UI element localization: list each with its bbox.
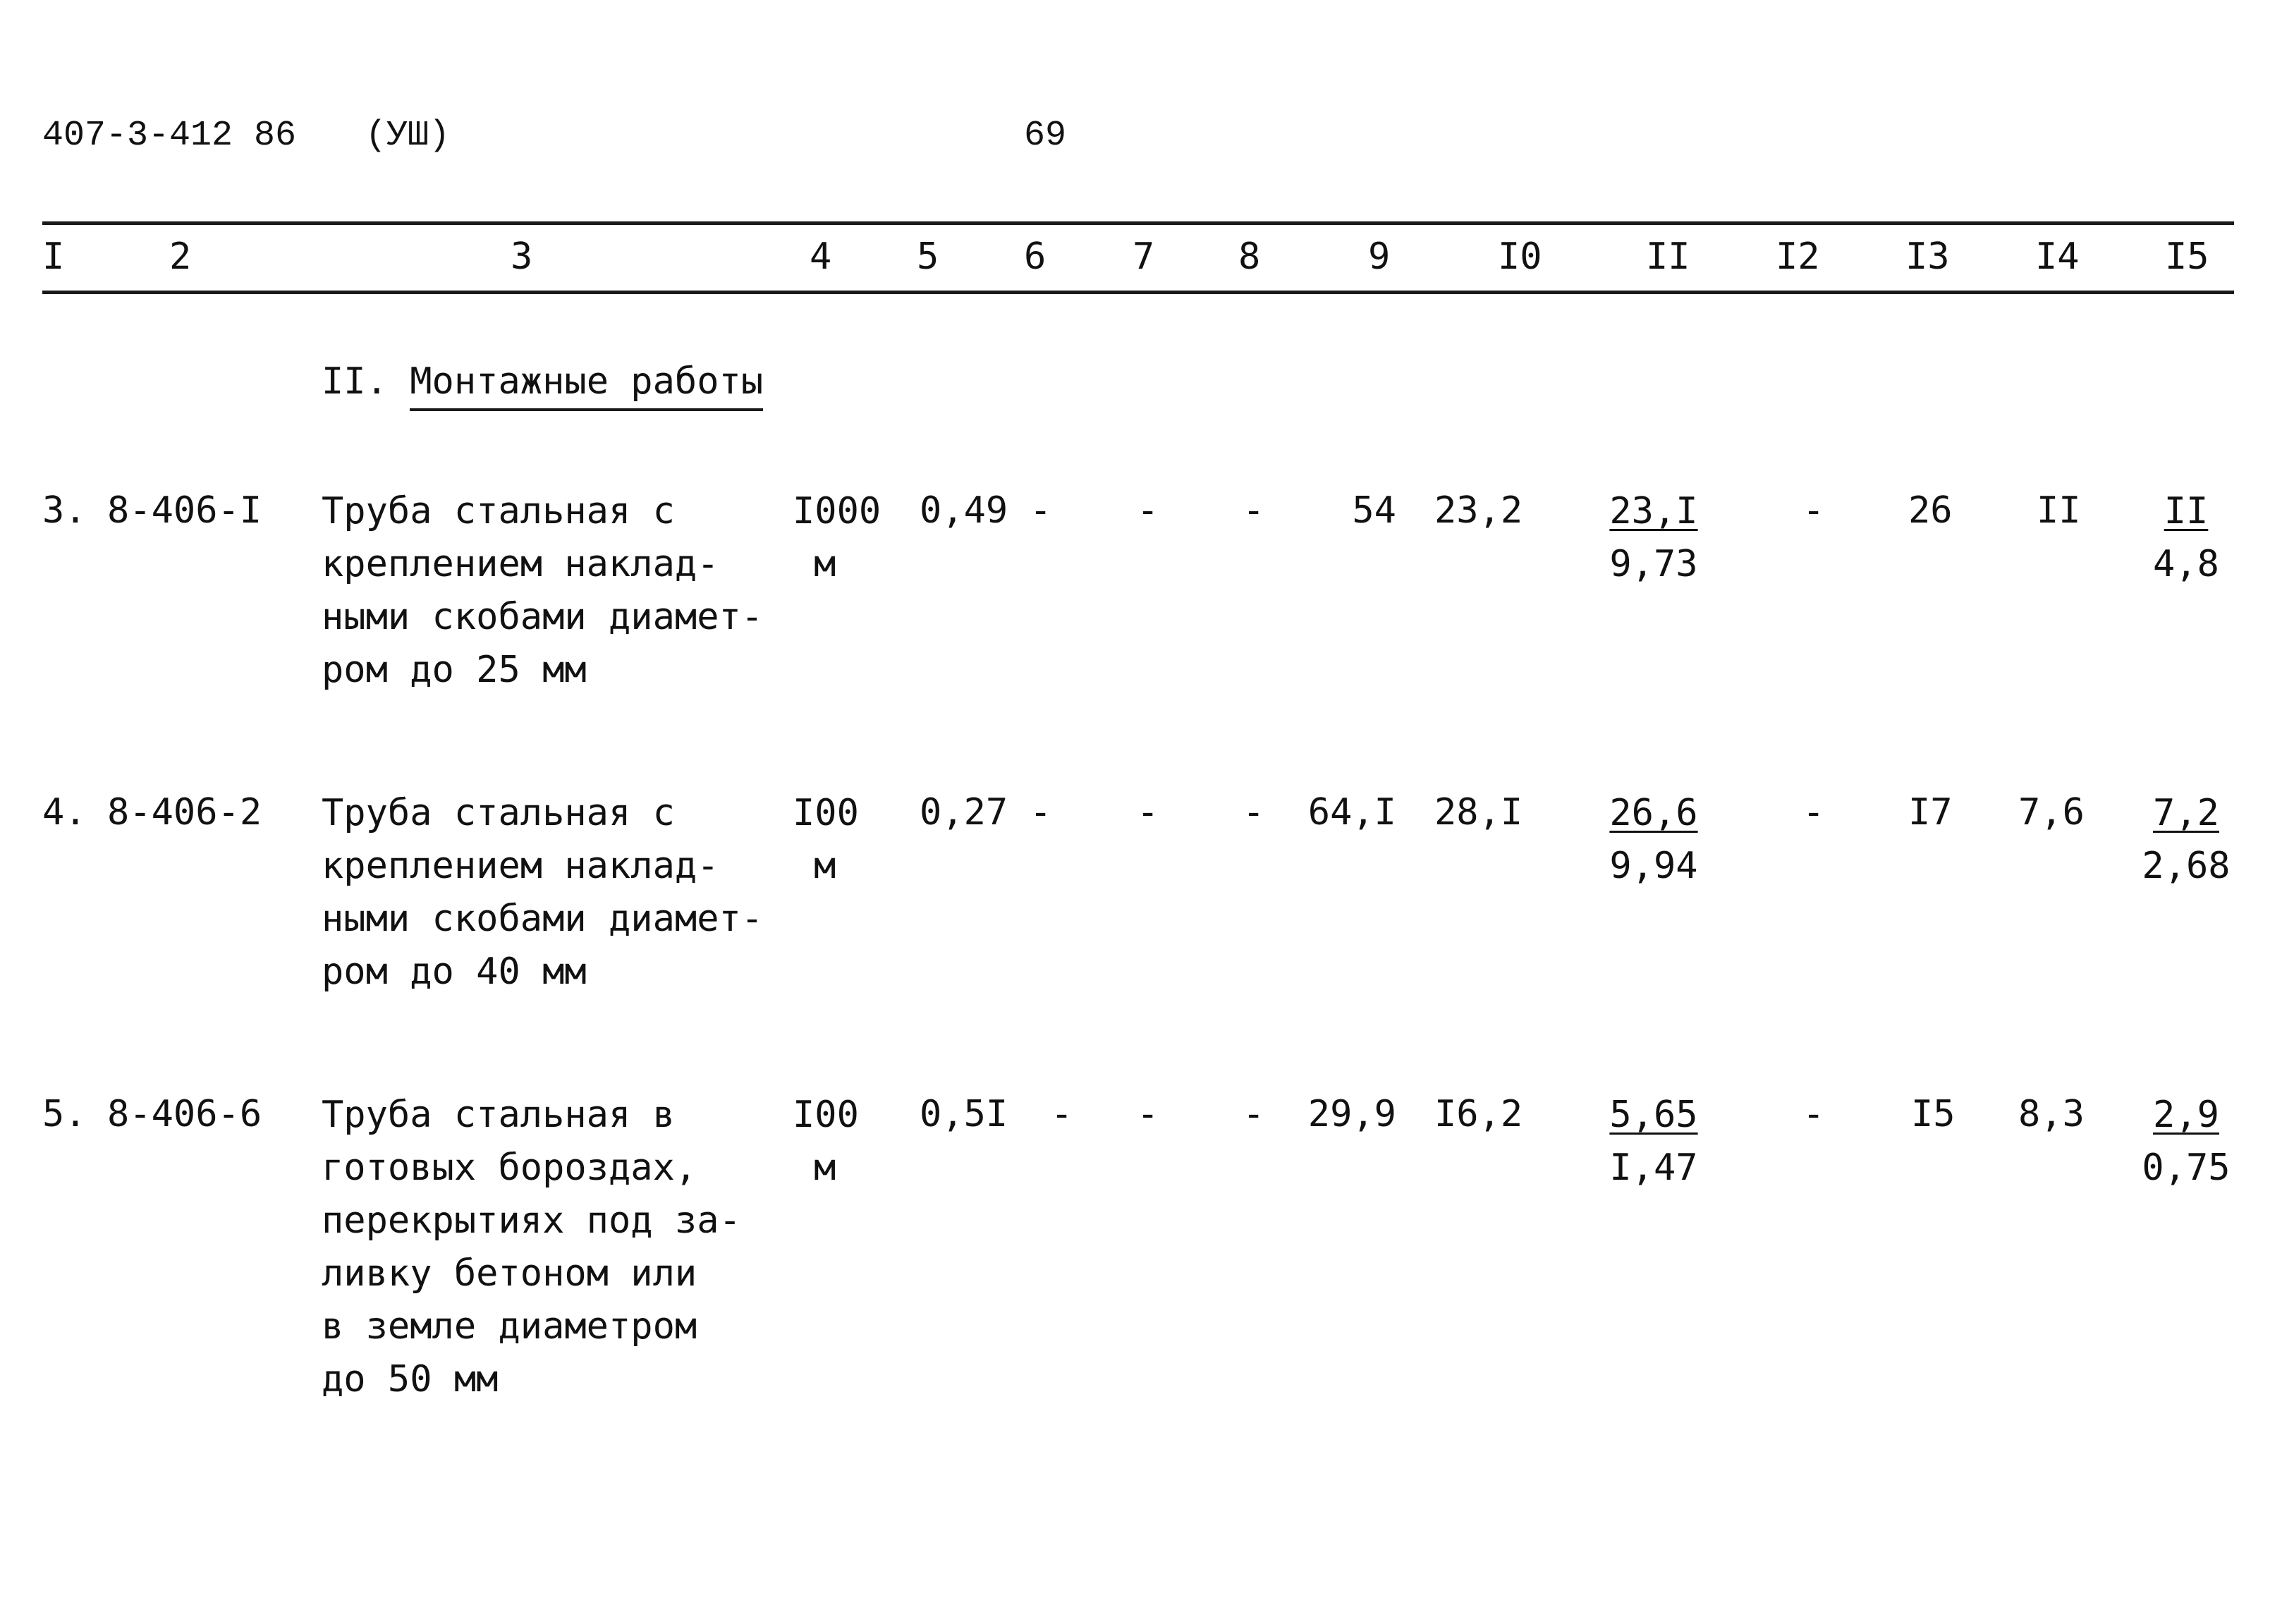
column-12-value: - — [1802, 1093, 1825, 1135]
section-number: II. — [322, 360, 388, 403]
album-number: (УШ) — [365, 116, 451, 156]
column-14-value: 7,6 — [2018, 791, 2085, 834]
column-13-value: 26 — [1908, 489, 1953, 532]
column-10-value: I6,2 — [1434, 1093, 1523, 1135]
column-header-9: 9 — [1368, 236, 1391, 278]
column-header-10: I0 — [1498, 236, 1542, 278]
work-description: Труба стальная с креплением наклад- ными скобами диамет- ром до 25 мм — [322, 490, 764, 691]
column-13-value: I5 — [1911, 1093, 1955, 1135]
column-11-fraction: $\frac{5,65}{I,47}$ — [1609, 1094, 1698, 1189]
column-header-1: I — [42, 236, 65, 278]
column-7-value: - — [1137, 1093, 1159, 1135]
table-header-bottom-rule — [42, 291, 2234, 294]
document-code: 407-3-412 86 — [42, 116, 297, 156]
unit-of-measure: I00 м — [793, 792, 859, 887]
work-description: Труба стальная с креплением наклад- ными скобами диамет- ром до 40 мм — [322, 792, 764, 993]
column-14-value: 8,3 — [2018, 1093, 2085, 1135]
column-7-value: - — [1137, 791, 1159, 834]
column-12-value: - — [1802, 489, 1825, 532]
work-description: Труба стальная в готовых бороздах, перекрытиях под за- ливку бетоном или в земле диаметром до 50 мм — [322, 1094, 741, 1400]
column-6-value: - — [1030, 489, 1052, 532]
column-9-value: 29,9 — [1307, 1093, 1396, 1135]
column-header-3: 3 — [511, 236, 533, 278]
quantity: 0,27 — [920, 791, 1008, 834]
column-15-fraction: $\frac{2,9}{0,75}$ — [2142, 1094, 2231, 1189]
column-header-5: 5 — [917, 236, 939, 278]
column-11-fraction: $\frac{26,6}{9,94}$ — [1609, 792, 1698, 887]
column-header-6: 6 — [1024, 236, 1047, 278]
column-9-value: 64,I — [1307, 791, 1396, 834]
section-title: Монтажные работы — [410, 363, 763, 411]
column-9-value: 54 — [1352, 489, 1396, 532]
price-code: 8-406-6 — [107, 1093, 262, 1135]
quantity: 0,5I — [920, 1093, 1008, 1135]
column-6-value: - — [1051, 1093, 1073, 1135]
column-12-value: - — [1802, 791, 1825, 834]
column-header-7: 7 — [1133, 236, 1155, 278]
unit-of-measure: I000 м — [793, 490, 881, 585]
row-number: 5. — [42, 1093, 87, 1135]
column-11-fraction: $\frac{23,I}{9,73}$ — [1609, 490, 1698, 585]
price-code: 8-406-2 — [107, 791, 262, 834]
column-8-value: - — [1243, 489, 1265, 532]
page-number: 69 — [1024, 116, 1067, 156]
price-code: 8-406-I — [107, 489, 262, 532]
column-6-value: - — [1030, 791, 1052, 834]
column-header-8: 8 — [1238, 236, 1261, 278]
column-10-value: 23,2 — [1434, 489, 1523, 532]
column-header-11: II — [1646, 236, 1690, 278]
row-number: 4. — [42, 791, 87, 834]
section-heading — [322, 360, 764, 411]
column-15-fraction: $\frac{7,2}{2,68}$ — [2142, 792, 2231, 887]
column-header-15: I5 — [2165, 236, 2209, 278]
column-10-value: 28,I — [1434, 791, 1523, 834]
row-number: 3. — [42, 489, 87, 532]
column-8-value: - — [1243, 791, 1265, 834]
column-13-value: I7 — [1908, 791, 1953, 834]
column-header-12: I2 — [1776, 236, 1820, 278]
column-7-value: - — [1137, 489, 1159, 532]
unit-of-measure: I00 м — [793, 1094, 859, 1189]
quantity: 0,49 — [920, 489, 1008, 532]
column-14-value: II — [2037, 489, 2081, 532]
column-header-13: I3 — [1905, 236, 1950, 278]
column-header-2: 2 — [169, 236, 192, 278]
column-header-14: I4 — [2035, 236, 2080, 278]
table-top-rule — [42, 221, 2234, 225]
column-header-4: 4 — [810, 236, 832, 278]
column-8-value: - — [1243, 1093, 1265, 1135]
column-15-fraction: $\frac{II}{4,8}$ — [2153, 490, 2219, 585]
